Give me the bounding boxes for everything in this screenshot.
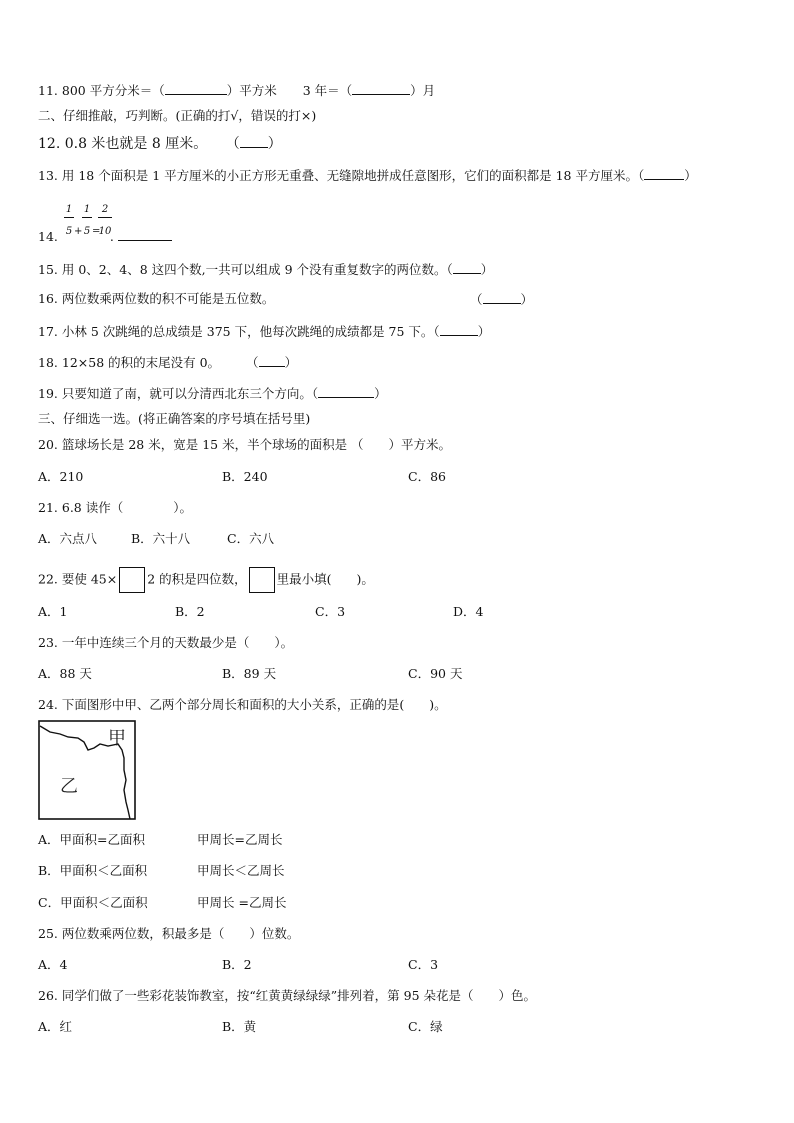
denominator: 5: [65, 226, 73, 237]
question-text: ）平方米: [226, 83, 277, 98]
option-a[interactable]: A．4: [38, 957, 68, 972]
question-number: 26.: [38, 988, 58, 1003]
paren: ）: [267, 136, 282, 152]
question-text: 同学们做了一些彩花装饰教室，按“红黄黄绿绿绿”排列着，第 95 朵花是（ ）色。: [61, 988, 537, 1003]
question-26: [38, 988, 536, 1004]
paren: ）: [477, 324, 491, 339]
answer-blank[interactable]: [240, 135, 268, 148]
question-number: 20.: [38, 437, 58, 452]
option-a[interactable]: A．1: [38, 604, 68, 619]
period: .: [109, 229, 114, 244]
digit-box[interactable]: [249, 567, 275, 593]
question-24: [38, 697, 447, 713]
label-jia: 甲: [108, 728, 126, 749]
section-2-heading: 二、仔细推敲，巧判断。(正确的打√，错误的打×): [38, 108, 317, 123]
question-11: [38, 82, 435, 99]
question-23: [38, 635, 293, 651]
answer-blank[interactable]: [483, 291, 521, 304]
option-c[interactable]: C．甲面积＜乙面积: [38, 895, 148, 910]
option-b[interactable]: B．黄: [222, 1019, 257, 1034]
question-text: 两位数乘两位数的积不可能是五位数。: [61, 291, 275, 306]
question-text: 里最小填( )。: [276, 571, 374, 587]
plus-sign: +: [74, 226, 83, 237]
paren: ）: [480, 262, 494, 277]
question-22: [38, 567, 374, 593]
option-c[interactable]: C．3: [408, 957, 439, 972]
option-b[interactable]: B．甲面积＜乙面积: [38, 863, 148, 878]
question-number: 16.: [38, 291, 58, 306]
question-16: [38, 291, 274, 307]
answer-blank[interactable]: [318, 385, 374, 398]
question-text: 只要知道了南，就可以分清西北东三个方向。（: [61, 386, 319, 401]
answer-blank[interactable]: [440, 323, 478, 336]
question-text: 用 0、2、4、8 这四个数,一共可以组成 9 个没有重复数字的两位数。（: [61, 262, 453, 277]
question-text: 3 年＝（: [302, 83, 353, 98]
option-a[interactable]: A．红: [38, 1019, 73, 1034]
paren: （: [225, 136, 240, 152]
option-c[interactable]: C．90 天: [408, 666, 463, 681]
option-b-perimeter: 甲周长＜乙周长: [197, 863, 285, 878]
question-number: 11.: [38, 83, 58, 98]
paren: ）: [374, 386, 387, 401]
question-25: [38, 926, 299, 942]
answer-blank[interactable]: [644, 167, 684, 180]
question-number: 13.: [38, 168, 58, 183]
option-c-perimeter: 甲周长 =乙周长: [197, 895, 287, 910]
question-text: 一年中连续三个月的天数最少是（ ）。: [61, 635, 294, 650]
question-text: ）月: [410, 83, 436, 98]
question-text: 小林 5 次跳绳的总成绩是 375 下，他每次跳绳的成绩都是 75 下。（: [61, 324, 440, 339]
paren: （: [470, 292, 483, 307]
option-b[interactable]: B．2: [175, 604, 205, 619]
question-text: 用 18 个面积是 1 平方厘米的小正方形无重叠、无缝隙地拼成任意图形，它们的面积都是 18 平方厘米。（: [61, 168, 645, 183]
question-number: 24.: [38, 697, 58, 712]
numerator: 1: [65, 204, 73, 215]
question-number: 25.: [38, 926, 58, 941]
question-text: 下面图形中甲、乙两个部分周长和面积的大小关系，正确的是( )。: [61, 697, 447, 712]
option-b[interactable]: B．2: [222, 957, 252, 972]
question-number: 19.: [38, 386, 58, 401]
question-number: 17.: [38, 324, 58, 339]
equals-sign: =: [92, 226, 101, 237]
option-b[interactable]: B．六十八: [131, 531, 191, 546]
denominator: 5: [83, 226, 91, 237]
question-17: [38, 323, 490, 340]
answer-blank[interactable]: [118, 228, 172, 241]
question-18: [38, 354, 297, 371]
option-c[interactable]: C．86: [408, 469, 446, 484]
question-20: [38, 437, 451, 453]
option-a[interactable]: A．甲面积=乙面积: [38, 832, 146, 847]
fraction-bar: [82, 217, 92, 218]
option-a[interactable]: A．88 天: [38, 666, 92, 681]
option-a[interactable]: A．六点八: [38, 531, 98, 546]
option-a[interactable]: A．210: [38, 469, 84, 484]
question-number: 21.: [38, 500, 58, 515]
question-21: [38, 500, 192, 516]
question-14-line: [38, 228, 172, 245]
paren: （: [246, 355, 259, 370]
label-yi: 乙: [60, 776, 78, 797]
question-number: 15.: [38, 262, 58, 277]
question-16-answer: [470, 291, 533, 308]
shape-figure: [38, 720, 136, 820]
section-3-heading: 三、仔细选一选。(将正确答案的序号填在括号里): [38, 411, 311, 426]
paren: ）: [520, 292, 534, 307]
fraction-bar: [64, 217, 74, 218]
question-text: 要使 45×: [61, 571, 118, 587]
question-text: 2 的积是四位数，: [147, 571, 247, 587]
question-12: [38, 135, 282, 152]
question-text: 0.8 米也就是 8 厘米。: [64, 136, 208, 152]
question-text: 6.8 读作（ ）。: [61, 500, 192, 515]
question-number: 12.: [38, 136, 61, 152]
question-text: 两位数乘两位数，积最多是（ ）位数。: [61, 926, 300, 941]
option-b[interactable]: B．89 天: [222, 666, 277, 681]
question-text: 800 平方分米＝（: [61, 83, 165, 98]
paren: ）: [284, 355, 298, 370]
option-d[interactable]: D．4: [453, 604, 484, 619]
question-text: 12×58 的积的末尾没有 0。: [61, 355, 221, 370]
question-number: 22.: [38, 571, 58, 587]
fraction-bar: [98, 217, 112, 218]
paren: ）: [684, 168, 697, 183]
answer-blank[interactable]: [453, 261, 481, 274]
question-19: [38, 385, 387, 402]
option-c[interactable]: C．3: [315, 604, 346, 619]
option-b[interactable]: B．240: [222, 469, 268, 484]
question-number: 14.: [38, 229, 58, 244]
option-c[interactable]: C．六八: [227, 531, 275, 546]
answer-blank[interactable]: [165, 82, 227, 95]
numerator: 1: [83, 204, 91, 215]
option-c[interactable]: C．绿: [408, 1019, 443, 1034]
question-number: 18.: [38, 355, 58, 370]
question-text: 篮球场长是 28 米，宽是 15 米，半个球场的面积是 （ ）平方米。: [61, 437, 452, 452]
question-15: [38, 261, 493, 278]
digit-box[interactable]: [119, 567, 145, 593]
question-number: 23.: [38, 635, 58, 650]
numerator: 2: [101, 204, 109, 215]
question-13: [38, 167, 697, 184]
denominator: 10: [98, 226, 112, 237]
answer-blank[interactable]: [259, 354, 285, 367]
answer-blank[interactable]: [352, 82, 410, 95]
option-a-perimeter: 甲周长=乙周长: [197, 832, 283, 847]
